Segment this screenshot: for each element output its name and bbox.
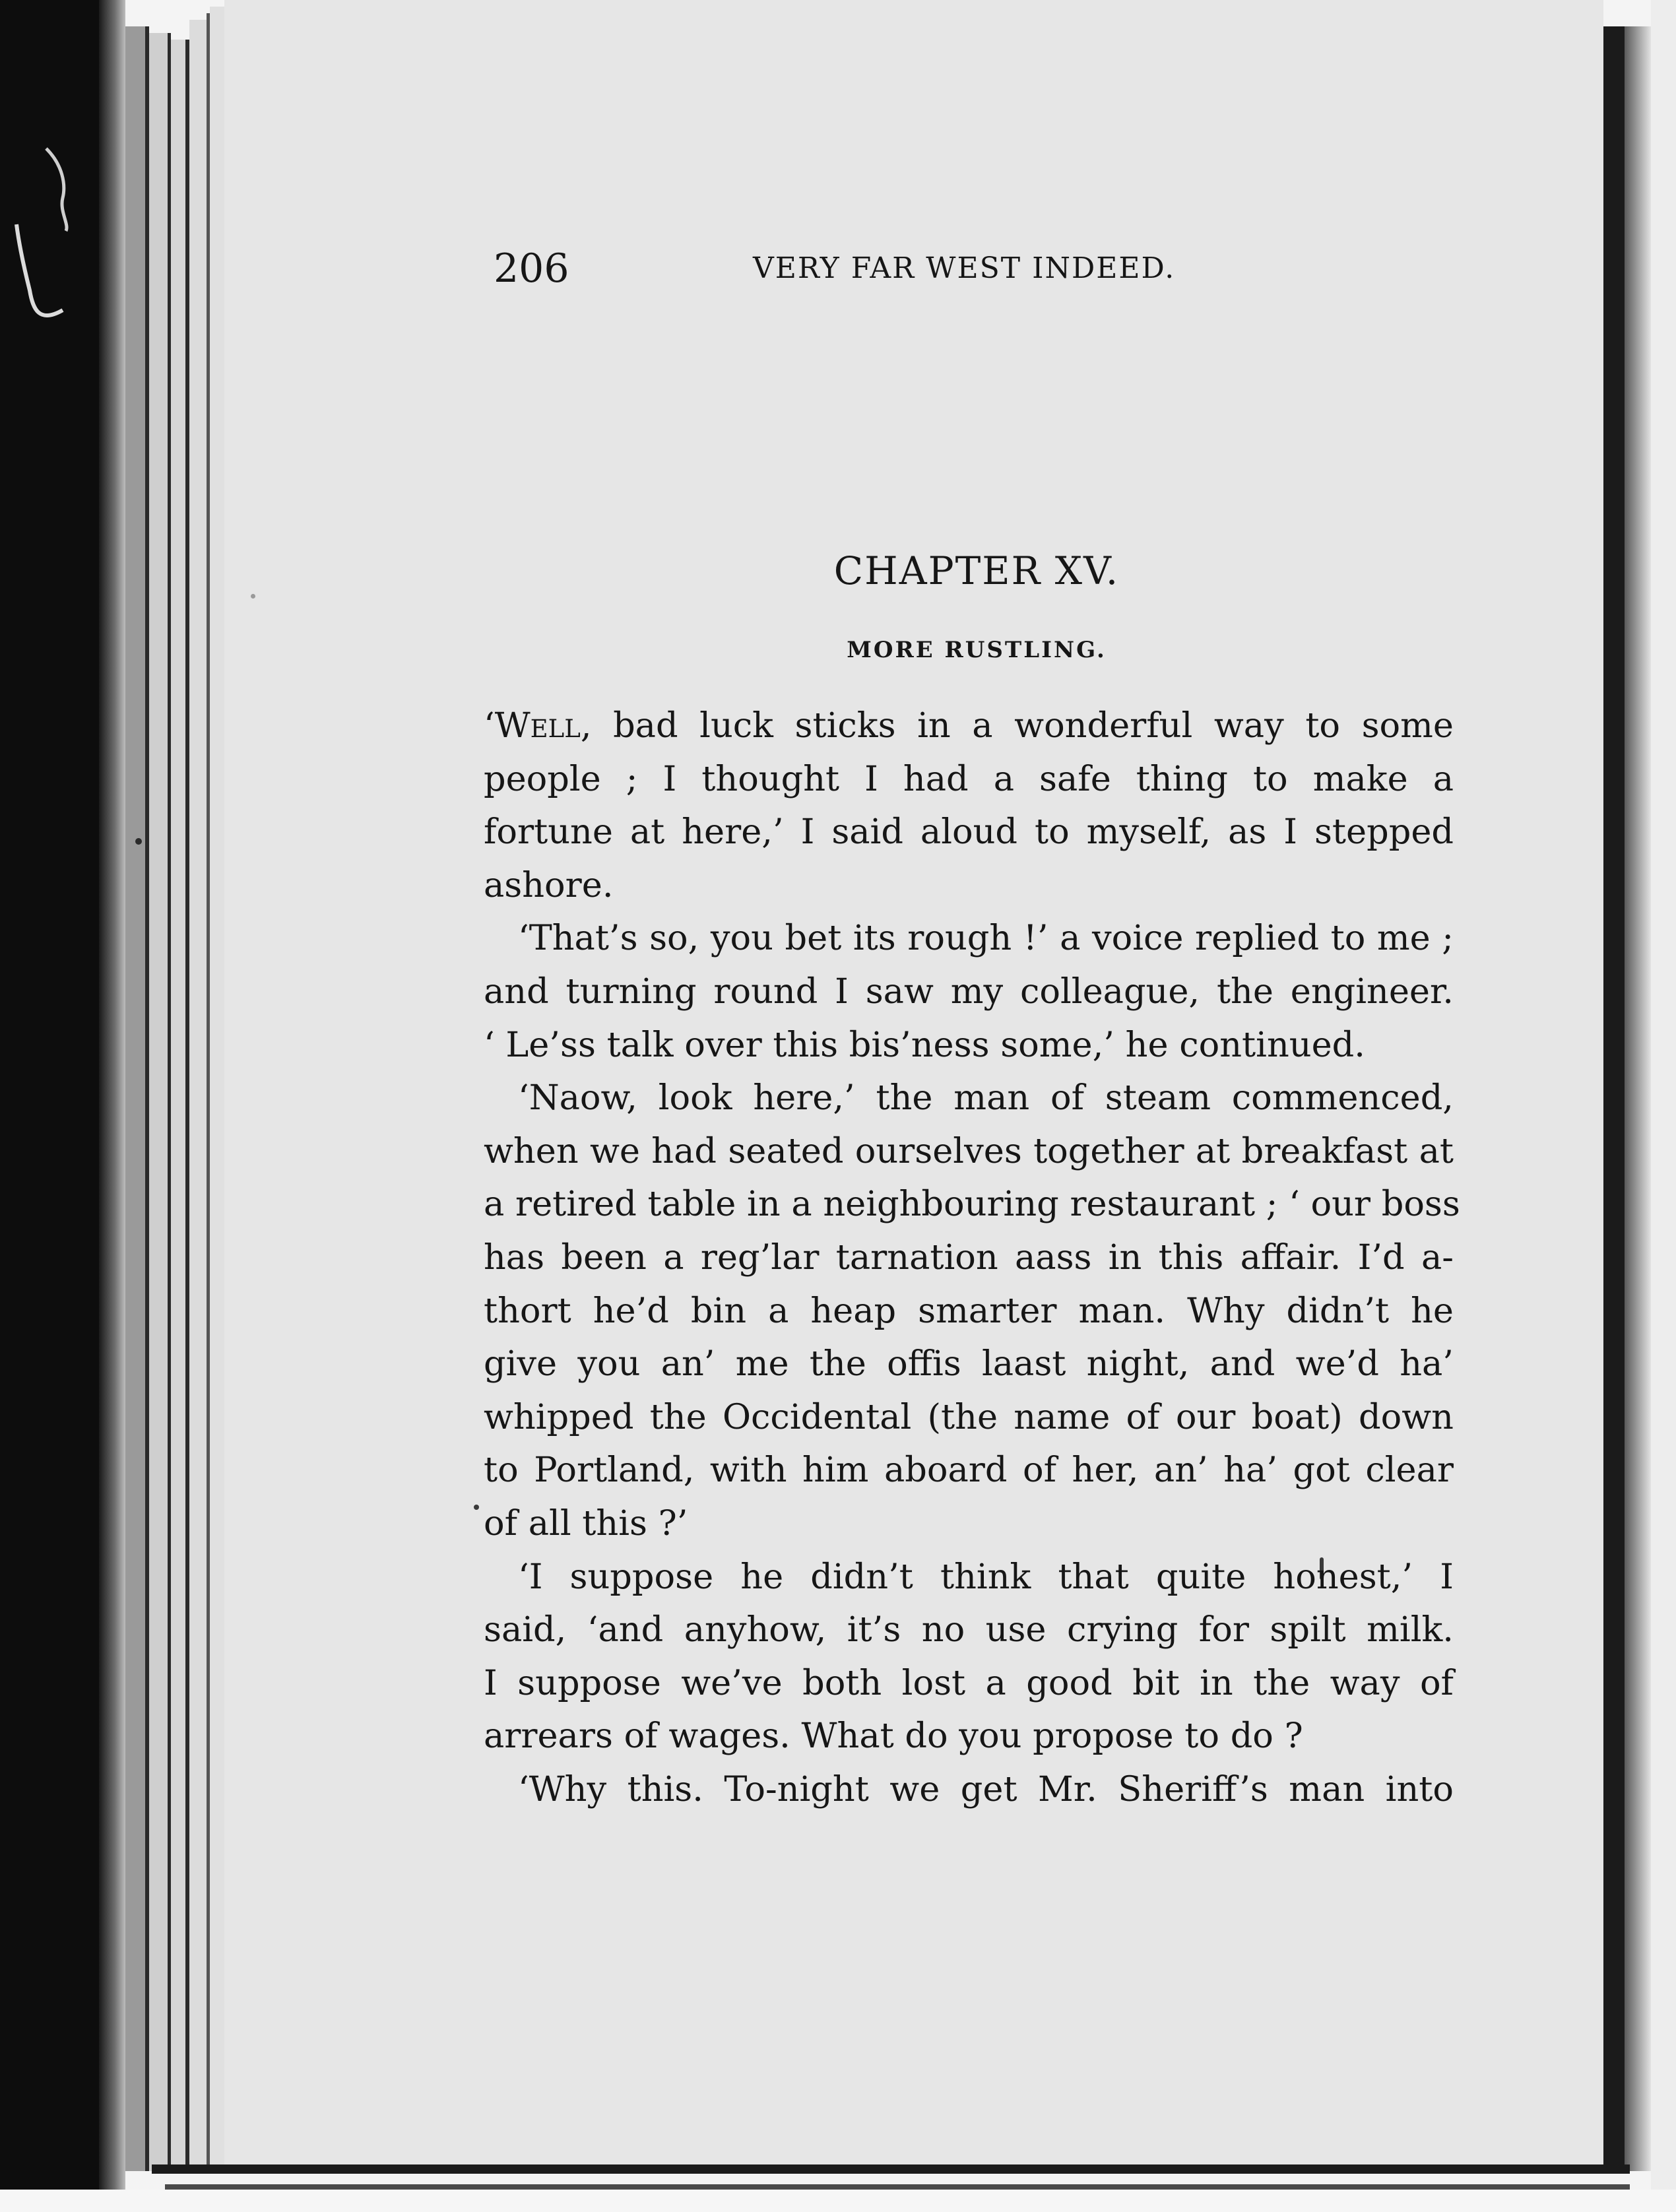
drop-lead: ‘W [484,705,531,746]
text-line: fortune at here,’ I said aloud to myself, as I stepped [484,812,1454,853]
text-line: thort he’d bin a heap smarter man. Why didn’t he [484,1290,1454,1331]
small-caps-word: ell [530,705,581,746]
page-sheet-edge [210,7,224,2171]
right-binding-edge [1603,26,1625,2171]
page-number: 206 [494,245,569,292]
text-line: ‘Why this. To-night we get Mr. Sheriff’s man into [518,1769,1454,1809]
text-line: when we had seated ourselves together at breakfast at [484,1130,1454,1171]
page-sheet-edge [149,33,168,2171]
scan-artifact-mark [0,0,132,396]
scan-speck [135,838,142,845]
text-line: said, ‘and anyhow, it’s no use crying for spilt milk. [484,1610,1454,1650]
bottom-margin [0,2190,1676,2212]
scan-speck [474,1505,479,1510]
text-line: whipped the Occidental (the name of our boat) down [484,1396,1454,1437]
chapter-title: CHAPTER XV. [833,548,1120,593]
running-title: VERY FAR WEST INDEED. [753,251,1176,285]
text-line: to Portland, with him aboard of her, an’ ha’ got clear [484,1450,1454,1491]
text-line: and turning round I saw my colleague, the engineer. [484,971,1454,1012]
text-line: ‘That’s so, you bet its rough !’ a voice replied to me ; [518,918,1454,959]
right-margin [1651,0,1676,2212]
page-sheet-edge [189,20,207,2171]
text-line: people ; I thought I had a safe thing to make a [484,758,1454,799]
text-line: ashore. [484,864,614,905]
running-head [494,239,1219,298]
page-sheet-edge [171,40,185,2171]
line-rest: , bad luck sticks in a wonderful way to some [580,705,1454,746]
chapter-subtitle: MORE RUSTLING. [847,637,1107,663]
text-line: ‘ Le’ss talk over this bis’ness some,’ he continued. [484,1024,1365,1065]
text-line: has been a reg’lar tarnation aass in this affair. I’d a- [484,1237,1454,1278]
bottom-page-edge-inner [165,2184,1630,2190]
right-binding-shadow [1625,26,1651,2171]
text-line [484,699,1454,753]
text-line: give you an’ me the offis laast night, and we’d ha’ [484,1344,1454,1384]
text-line: ‘Naow, look here,’ the man of steam commenced, [518,1078,1454,1119]
text-line: I suppose we’ve both lost a good bit in the way of [484,1662,1454,1703]
body-text [484,699,1460,1816]
text-line: arrears of wages. What do you propose to do ? [484,1716,1303,1757]
text-line: a retired table in a neighbouring restaurant ; ‘ our boss [484,1184,1460,1225]
bottom-page-edge [152,2164,1630,2174]
text-line: ‘I suppose he didn’t think that quite honest,’ I [518,1556,1454,1597]
scan-speck [251,594,255,599]
text-line: of all this ?’ [484,1503,688,1544]
